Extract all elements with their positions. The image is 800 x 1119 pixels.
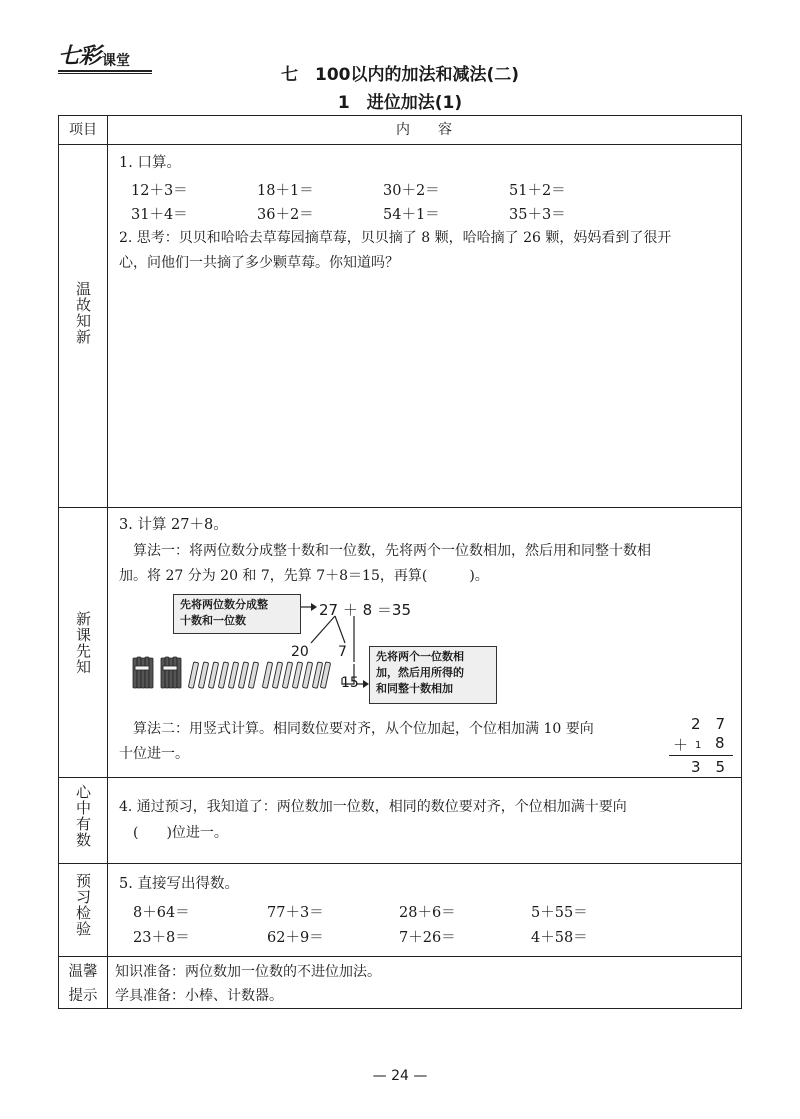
method2-line-2: 十位进一。: [119, 746, 189, 762]
lesson-table: [58, 115, 742, 1009]
q5-item: 8＋64＝: [133, 905, 190, 921]
q1-item: 31＋4＝: [131, 207, 188, 223]
q1-item: 12＋3＝: [131, 183, 188, 199]
section-label-tips-line: 温馨: [68, 964, 98, 980]
hint-box-add-line: 先将两个一位数相: [376, 650, 464, 663]
q2-line-1: 2. 思考：贝贝和哈哈去草莓园摘草莓，贝贝摘了 8 颗，哈哈摘了 26 颗，妈妈看到了很开: [119, 230, 672, 246]
partial-sum: 15: [341, 675, 359, 691]
q3-title: 3. 计算 27＋8。: [119, 517, 228, 533]
hint-box-split-line: 先将两位数分成整: [180, 598, 268, 611]
q5-item: 62＋9＝: [267, 930, 324, 946]
split-ones: 7: [338, 644, 347, 660]
section-label-new: 新课先知: [74, 611, 92, 675]
q5-item: 28＋6＝: [399, 905, 456, 921]
vertical-carry-digit: 1: [695, 740, 702, 751]
split-tens: 20: [291, 644, 309, 660]
method1-line-2: 加。将 27 分为 20 和 7，先算 7＋8＝15，再算( )。: [119, 568, 489, 584]
tips-line-2: 学具准备：小棒、计数器。: [115, 988, 283, 1004]
method2-line-1: 算法二：用竖式计算。相同数位要对齐，从个位加起，个位相加满 10 要向: [133, 721, 594, 737]
q1-item: 35＋3＝: [509, 207, 566, 223]
q1-item: 36＋2＝: [257, 207, 314, 223]
vertical-result: 3 5: [691, 758, 726, 776]
section-label-insight: 心中有数: [74, 784, 92, 848]
hint-box-add-line: 和同整十数相加: [376, 682, 453, 695]
section-label-tips-line: 提示: [68, 988, 98, 1004]
lesson-title: 1 进位加法(1): [337, 93, 463, 113]
vertical-plus-sign: ＋: [673, 736, 689, 754]
tips-line-1: 知识准备：两位数加一位数的不进位加法。: [115, 964, 381, 980]
header-col-item: 项目: [69, 122, 97, 138]
q4-line-1: 4. 通过预习，我知道了：两位数加一位数，相同的数位要对齐，个位相加满十要向: [119, 799, 627, 815]
vertical-top-number: 2 7: [691, 715, 726, 733]
q1-item: 30＋2＝: [383, 183, 440, 199]
chapter-title: 七 100以内的加法和减法(二): [280, 65, 520, 85]
counting-sticks-illustration: [131, 654, 331, 694]
q1-title: 1. 口算。: [119, 155, 181, 171]
hint-box-add-line: 加，然后用所得的: [376, 666, 464, 679]
section-label-review: 温故知新: [74, 281, 92, 345]
q5-item: 77＋3＝: [267, 905, 324, 921]
q2-line-2: 心，问他们一共摘了多少颗草莓。你知道吗？: [119, 255, 399, 271]
q1-item: 51＋2＝: [509, 183, 566, 199]
header-col-content: 内 容: [396, 122, 452, 138]
logo-brand-text: 七彩: [58, 44, 101, 69]
q5-item: 4＋58＝: [531, 930, 588, 946]
method1-line-1: 算法一：将两位数分成整十数和一位数，先将两个一位数相加，然后用和同整十数相: [133, 543, 651, 559]
split-equation: 27 ＋ 8 ＝35: [319, 601, 412, 619]
q5-item: 5＋55＝: [531, 905, 588, 921]
q1-item: 18＋1＝: [257, 183, 314, 199]
vertical-addend: 8: [715, 734, 725, 752]
q5-item: 7＋26＝: [399, 930, 456, 946]
page-number: — 24 —: [372, 1068, 428, 1084]
hint-box-split-line: 十数和一位数: [180, 614, 246, 627]
q5-item: 23＋8＝: [133, 930, 190, 946]
logo-sub-text: 课堂: [102, 53, 131, 69]
q1-item: 54＋1＝: [383, 207, 440, 223]
hint-box-add: [369, 646, 497, 704]
section-label-check: 预习检验: [74, 873, 92, 937]
q4-line-2: ( )位进一。: [133, 825, 228, 841]
q5-title: 5. 直接写出得数。: [119, 876, 239, 892]
